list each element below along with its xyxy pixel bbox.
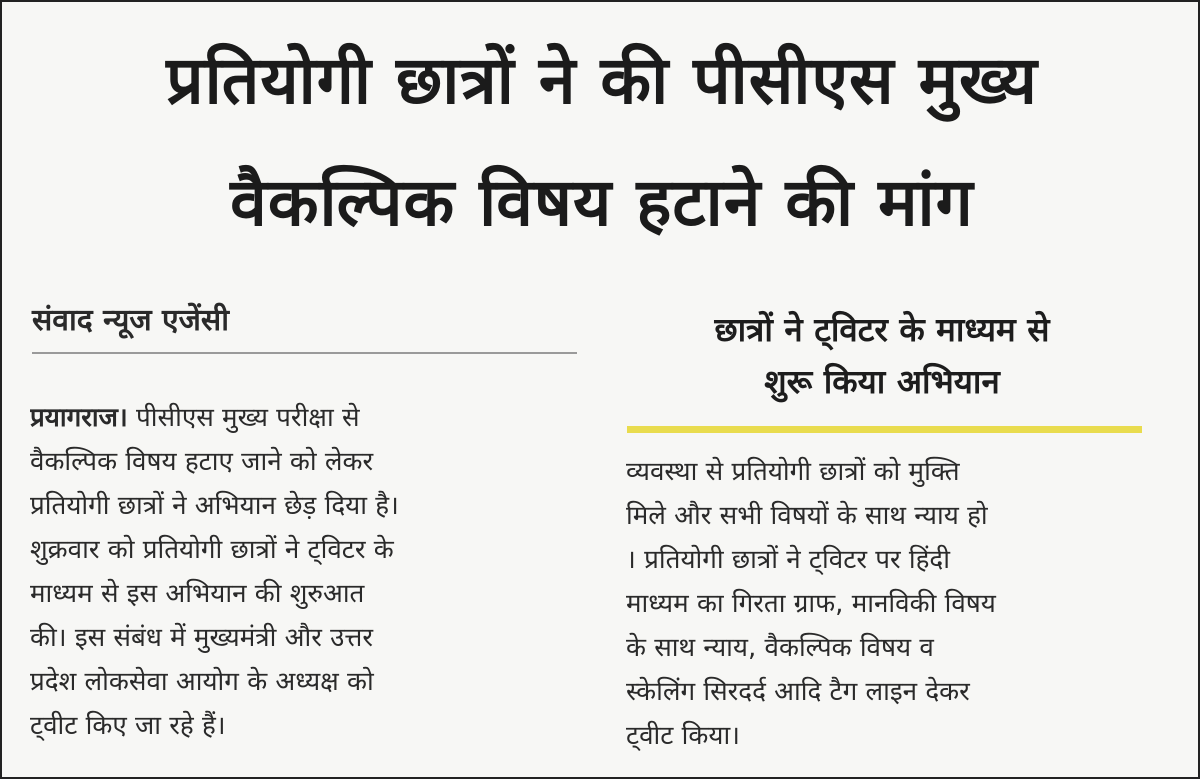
article-line: स्केलिंग सिरदर्द आदि टैग लाइन देकर xyxy=(626,677,970,707)
headline-line-2: वैकल्पिक विषय हटाने की मांग xyxy=(230,164,974,241)
article-line: ट्वीट किया। xyxy=(626,721,741,751)
subheading-line-1: छात्रों ने ट्विटर के माध्यम से xyxy=(714,310,1050,349)
article-column-right xyxy=(626,450,1174,758)
article-column-left xyxy=(30,396,585,748)
article-line: प्रतियोगी छात्रों ने अभियान छेड़ दिया है। xyxy=(30,491,399,521)
article-line: व्यवस्था से प्रतियोगी छात्रों को मुक्ति xyxy=(626,457,960,487)
dateline: प्रयागराज। xyxy=(30,403,128,433)
article-line: माध्यम से इस अभियान की शुरुआत xyxy=(30,579,365,609)
subheading-highlight-rule xyxy=(627,426,1142,433)
byline-divider xyxy=(32,352,577,354)
article-line-text: पीसीएस मुख्य परीक्षा से xyxy=(136,403,360,433)
article-line: की। इस संबंध में मुख्यमंत्री और उत्तर xyxy=(30,623,373,653)
subheading-line-2: शुरू किया अभियान xyxy=(764,362,1000,401)
article-line: ट्वीट किए जा रहे हैं। xyxy=(30,711,226,741)
article-line: माध्यम का गिरता ग्राफ, मानविकी विषय xyxy=(626,589,996,619)
byline: संवाद न्यूज एजेंसी xyxy=(32,303,229,338)
headline-line-1: प्रतियोगी छात्रों ने की पीसीएस मुख्य xyxy=(166,42,1038,119)
article-line: वैकल्पिक विषय हटाए जाने को लेकर xyxy=(30,447,374,477)
article-line: । प्रतियोगी छात्रों ने ट्विटर पर हिंदी xyxy=(626,545,950,575)
article-line: मिले और सभी विषयों के साथ न्याय हो xyxy=(626,501,988,531)
article-line xyxy=(30,396,585,440)
article-line: शुक्रवार को प्रतियोगी छात्रों ने ट्विटर के xyxy=(30,535,394,565)
article-line: प्रदेश लोकसेवा आयोग के अध्यक्ष को xyxy=(30,667,374,697)
article-line: के साथ न्याय, वैकल्पिक विषय व xyxy=(626,633,934,663)
